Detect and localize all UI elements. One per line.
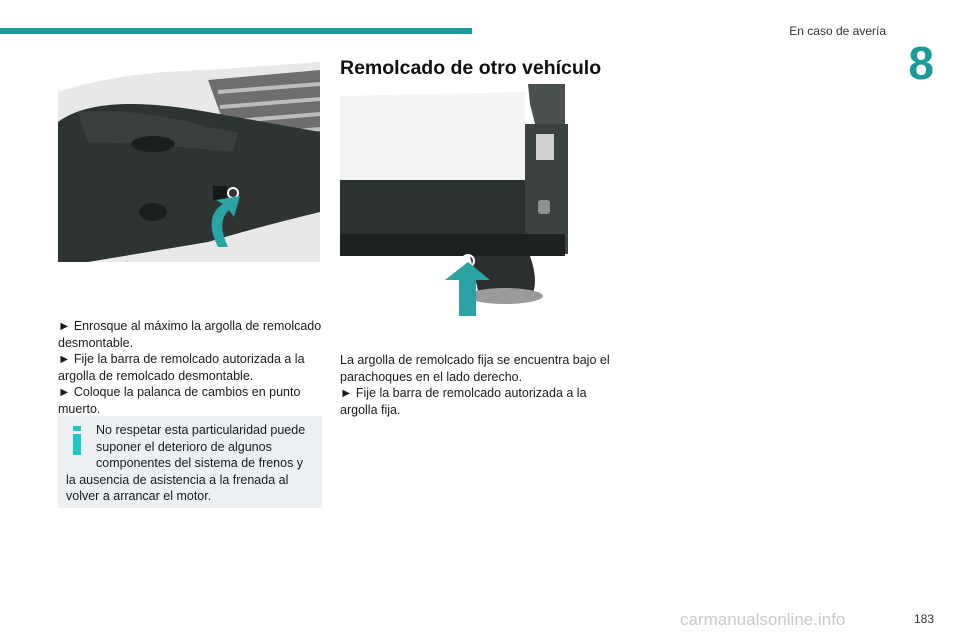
step-item: ► Coloque la palanca de cambios en punto muerto. [58, 385, 301, 416]
header-accent-bar [0, 28, 472, 34]
page-number: 183 [913, 612, 934, 626]
watermark: carmanualsonline.info [680, 610, 846, 629]
towing-steps-left [58, 318, 322, 417]
info-note-text: No respetar esta particularidad puede suponer el deterioro de algunos componentes del sistema de frenos y la ausencia de asistencia a la frenada al volver a arrancar el motor. [66, 423, 306, 503]
section-title: En caso de avería [789, 24, 886, 38]
paragraph: La argolla de remolcado fija se encuentra bajo el parachoques en el lado derecho. [340, 353, 610, 384]
info-note [58, 416, 322, 508]
step-item: ► Enrosque al máximo la argolla de remolcado desmontable. [58, 319, 322, 350]
towing-text-right [340, 352, 610, 418]
info-icon [66, 422, 90, 458]
chapter-number: 8 [908, 37, 934, 89]
front-bumper-illustration [58, 52, 320, 262]
step-item: ► Fije la barra de remolcado autorizada a la argolla fija. [340, 386, 587, 417]
step-item: ► Fije la barra de remolcado autorizada a la argolla de remolcado desmontable. [58, 352, 305, 383]
section-heading: Remolcado de otro vehículo [340, 57, 602, 79]
rear-bumper-illustration [340, 84, 570, 316]
